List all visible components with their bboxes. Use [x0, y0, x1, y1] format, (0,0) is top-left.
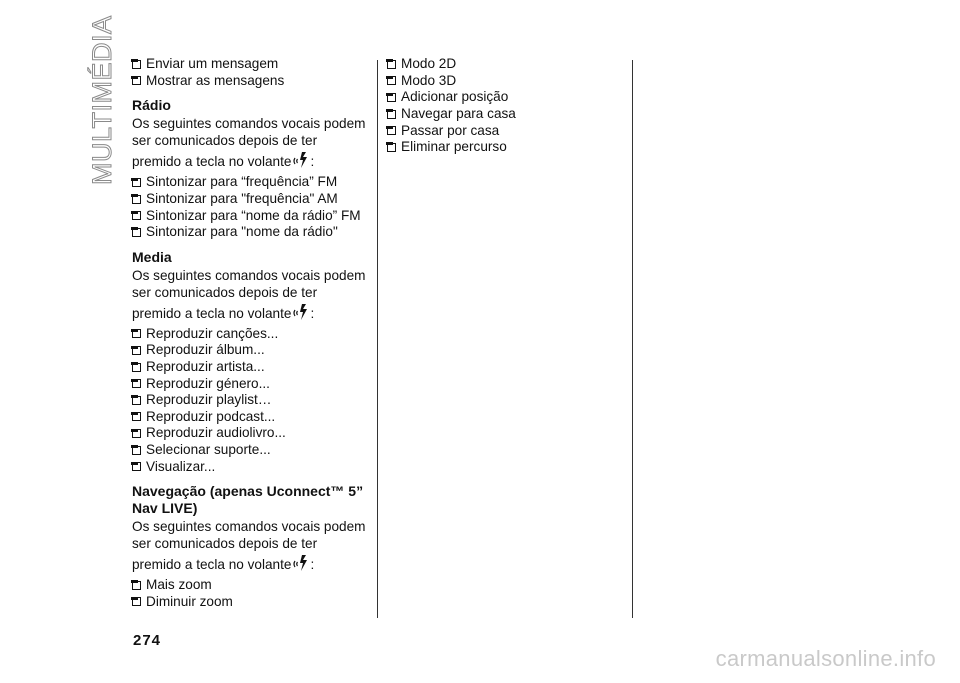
checkbox-bullet-icon	[132, 597, 141, 606]
list-item: Modo 2D	[387, 56, 627, 73]
checkbox-bullet-icon	[132, 363, 141, 372]
list-item: Reproduzir artista...	[132, 359, 372, 376]
checkbox-bullet-icon	[132, 581, 141, 590]
checkbox-bullet-icon	[132, 462, 141, 471]
list-item: Passar por casa	[387, 122, 627, 139]
list-item: Reproduzir audiolivro...	[132, 425, 372, 442]
checkbox-bullet-icon	[132, 76, 141, 85]
checkbox-bullet-icon	[132, 379, 141, 388]
page-number: 274	[133, 632, 162, 649]
checkbox-bullet-icon	[132, 211, 141, 220]
list-item: Sintonizar para “nome da rádio” FM	[132, 207, 372, 224]
voice-command-icon	[292, 554, 310, 572]
media-heading: Media	[132, 248, 172, 265]
list-item: Reproduzir álbum...	[132, 342, 372, 359]
nav-intro: Os seguintes comandos vocais podem ser comunicados depois de ter premido a tecla no volante :	[132, 518, 366, 572]
list-item: Adicionar posição	[387, 89, 627, 106]
checkbox-bullet-icon	[387, 93, 396, 102]
voice-command-icon	[292, 151, 310, 169]
list-item: Modo 3D	[387, 73, 627, 90]
checkbox-bullet-icon	[132, 178, 141, 187]
nav-heading: Navegação (apenas Uconnect™ 5” Nav LIVE)	[132, 482, 364, 516]
media-list	[132, 326, 372, 475]
list-item: Sintonizar para "nome da rádio"	[132, 224, 372, 241]
checkbox-bullet-icon	[132, 228, 141, 237]
checkbox-bullet-icon	[132, 346, 141, 355]
list-item: Mostrar as mensagens	[132, 73, 372, 90]
messages-list	[132, 56, 372, 89]
left-column	[132, 56, 372, 610]
column-divider	[377, 60, 378, 618]
list-item: Mais zoom	[132, 577, 372, 594]
checkbox-bullet-icon	[132, 60, 141, 69]
list-item: Sintonizar para “frequência” FM	[132, 174, 372, 191]
watermark: carmanualsonline.info	[715, 646, 936, 671]
list-item: Diminuir zoom	[132, 594, 372, 611]
list-item: Reproduzir podcast...	[132, 409, 372, 426]
checkbox-bullet-icon	[132, 329, 141, 338]
list-item: Reproduzir playlist…	[132, 392, 372, 409]
checkbox-bullet-icon	[132, 429, 141, 438]
middle-column	[387, 56, 627, 156]
checkbox-bullet-icon	[387, 60, 396, 69]
checkbox-bullet-icon	[387, 110, 396, 119]
list-item: Reproduzir género...	[132, 375, 372, 392]
list-item: Sintonizar para "frequência" AM	[132, 191, 372, 208]
radio-intro: Os seguintes comandos vocais podem ser comunicados depois de ter premido a tecla no volante :	[132, 116, 366, 170]
list-item: Eliminar percurso	[387, 139, 627, 156]
checkbox-bullet-icon	[132, 396, 141, 405]
list-item: Selecionar suporte...	[132, 442, 372, 459]
radio-list	[132, 174, 372, 240]
checkbox-bullet-icon	[132, 412, 141, 421]
radio-heading: Rádio	[132, 97, 171, 114]
checkbox-bullet-icon	[132, 446, 141, 455]
list-item: Visualizar...	[132, 458, 372, 475]
checkbox-bullet-icon	[387, 126, 396, 135]
list-item: Navegar para casa	[387, 106, 627, 123]
media-intro: Os seguintes comandos vocais podem ser comunicados depois de ter premido a tecla no volante :	[132, 267, 366, 321]
voice-command-icon	[292, 303, 310, 321]
nav-list	[132, 577, 372, 610]
section-side-label: MULTIMÉDIA	[87, 15, 117, 185]
checkbox-bullet-icon	[387, 76, 396, 85]
checkbox-bullet-icon	[132, 195, 141, 204]
checkbox-bullet-icon	[387, 143, 396, 152]
column-divider	[632, 60, 633, 618]
list-item: Enviar um mensagem	[132, 56, 372, 73]
list-item: Reproduzir canções...	[132, 326, 372, 343]
